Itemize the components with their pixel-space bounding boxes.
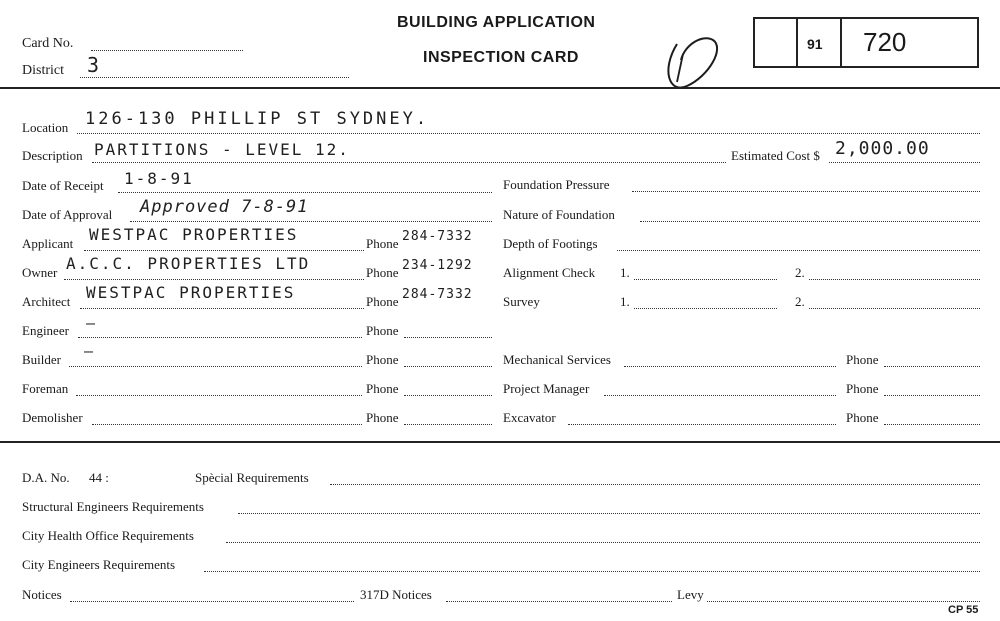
notices-317d-line — [446, 601, 672, 602]
owner-phone-label: Phone — [366, 265, 399, 280]
applicant-phone-label: Phone — [366, 236, 399, 251]
levy-line — [707, 601, 980, 602]
notices-label: Notices — [22, 587, 62, 602]
applicant-line — [84, 250, 364, 251]
da-value: 44 : — [89, 470, 109, 485]
builder-line — [69, 366, 362, 367]
description-label: Description — [22, 148, 83, 163]
owner-label: Owner — [22, 265, 58, 280]
box-divider-right — [840, 19, 842, 66]
project-manager-line — [604, 395, 836, 396]
foreman-phone-line — [404, 395, 492, 396]
owner-value: A.C.C. PROPERTIES LTD — [66, 254, 311, 273]
location-label: Location — [22, 120, 69, 135]
mechanical-phone-label: Phone — [846, 352, 879, 367]
receipt-value: 1-8-91 — [124, 169, 194, 188]
excavator-label: Excavator — [503, 410, 556, 425]
demolisher-label: Demolisher — [22, 410, 83, 425]
survey-line-2 — [809, 308, 980, 309]
architect-line — [80, 308, 364, 309]
special-line — [330, 484, 980, 485]
engineer-line — [78, 337, 362, 338]
city-engineers-line — [204, 571, 980, 572]
description-value: PARTITIONS - LEVEL 12. — [94, 140, 350, 159]
depth-footings-line — [617, 250, 980, 251]
form-title-line2: INSPECTION CARD — [423, 49, 579, 66]
applicant-label: Applicant — [22, 236, 74, 251]
mechanical-label: Mechanical Services — [503, 352, 611, 367]
estimated-cost-line — [829, 162, 980, 163]
excavator-line — [568, 424, 836, 425]
box-number: 720 — [863, 27, 907, 57]
engineer-phone-label: Phone — [366, 323, 399, 338]
description-line — [92, 162, 726, 163]
survey-num-2: 2. — [795, 294, 805, 309]
location-value: 126-130 PHILLIP ST SYDNEY. — [85, 109, 430, 129]
builder-phone-label: Phone — [366, 352, 399, 367]
foreman-line — [76, 395, 362, 396]
engineer-label: Engineer — [22, 323, 69, 338]
demolisher-phone-label: Phone — [366, 410, 399, 425]
engineer-value: — — [86, 314, 97, 332]
form-code: CP 55 — [948, 604, 979, 616]
owner-phone-value: 234-1292 — [402, 258, 473, 273]
estimated-cost-value: 2,000.00 — [835, 138, 930, 159]
architect-label: Architect — [22, 294, 71, 309]
district-label: District — [22, 63, 64, 78]
foreman-label: Foreman — [22, 381, 69, 396]
mechanical-phone-line — [884, 366, 980, 367]
receipt-line — [118, 192, 492, 193]
depth-footings-label: Depth of Footings — [503, 236, 598, 251]
architect-value: WESTPAC PROPERTIES — [86, 283, 296, 302]
foundation-pressure-line — [632, 191, 980, 192]
mechanical-line — [624, 366, 836, 367]
estimated-cost-label: Estimated Cost $ — [731, 148, 820, 163]
notices-317d-label: 317D Notices — [360, 587, 432, 602]
health-label: City Health Office Requirements — [22, 528, 194, 543]
middle-rule — [0, 441, 1000, 443]
builder-label: Builder — [22, 352, 61, 367]
location-line — [77, 133, 980, 134]
handwritten-mark-drawing — [655, 30, 735, 92]
alignment-label: Alignment Check — [503, 265, 596, 280]
excavator-phone-label: Phone — [846, 410, 879, 425]
excavator-phone-line — [884, 424, 980, 425]
box-divider-left — [796, 19, 798, 66]
health-line — [226, 542, 980, 543]
application-number-box — [753, 17, 979, 68]
structural-line — [238, 513, 980, 514]
foundation-pressure-label: Foundation Pressure — [503, 177, 610, 192]
district-value: 3 — [87, 53, 101, 77]
card-no-label: Card No. — [22, 36, 74, 51]
alignment-num-2: 2. — [795, 265, 805, 280]
project-manager-phone-label: Phone — [846, 381, 879, 396]
nature-foundation-label: Nature of Foundation — [503, 207, 615, 222]
alignment-num-1: 1. — [620, 265, 630, 280]
survey-label: Survey — [503, 294, 540, 309]
da-label: D.A. No. — [22, 470, 70, 485]
engineer-phone-line — [404, 337, 492, 338]
approval-line — [130, 221, 492, 222]
builder-phone-line — [404, 366, 492, 367]
builder-value: — — [84, 342, 95, 360]
applicant-value: WESTPAC PROPERTIES — [89, 225, 299, 244]
approval-label: Date of Approval — [22, 207, 113, 222]
nature-foundation-line — [640, 221, 980, 222]
survey-num-1: 1. — [620, 294, 630, 309]
demolisher-line — [92, 424, 362, 425]
owner-line — [64, 279, 364, 280]
architect-phone-value: 284-7332 — [402, 287, 473, 302]
district-line — [80, 77, 349, 78]
survey-line-1 — [634, 308, 777, 309]
receipt-label: Date of Receipt — [22, 178, 104, 193]
levy-label: Levy — [677, 587, 704, 602]
alignment-line-2 — [809, 279, 980, 280]
applicant-phone-value: 284-7332 — [402, 229, 473, 244]
project-manager-phone-line — [884, 395, 980, 396]
alignment-line-1 — [634, 279, 777, 280]
special-label: Spècial Requirements — [195, 470, 309, 485]
box-year: 91 — [807, 36, 823, 52]
foreman-phone-label: Phone — [366, 381, 399, 396]
architect-phone-label: Phone — [366, 294, 399, 309]
top-rule — [0, 87, 1000, 89]
card-no-line — [91, 50, 243, 51]
approval-value: Approved 7-8-91 — [140, 197, 309, 217]
structural-label: Structural Engineers Requirements — [22, 499, 204, 514]
demolisher-phone-line — [404, 424, 492, 425]
form-title-line1: BUILDING APPLICATION — [397, 14, 596, 31]
project-manager-label: Project Manager — [503, 381, 590, 396]
city-engineers-label: City Engineers Requirements — [22, 557, 176, 572]
notices-line — [70, 601, 354, 602]
